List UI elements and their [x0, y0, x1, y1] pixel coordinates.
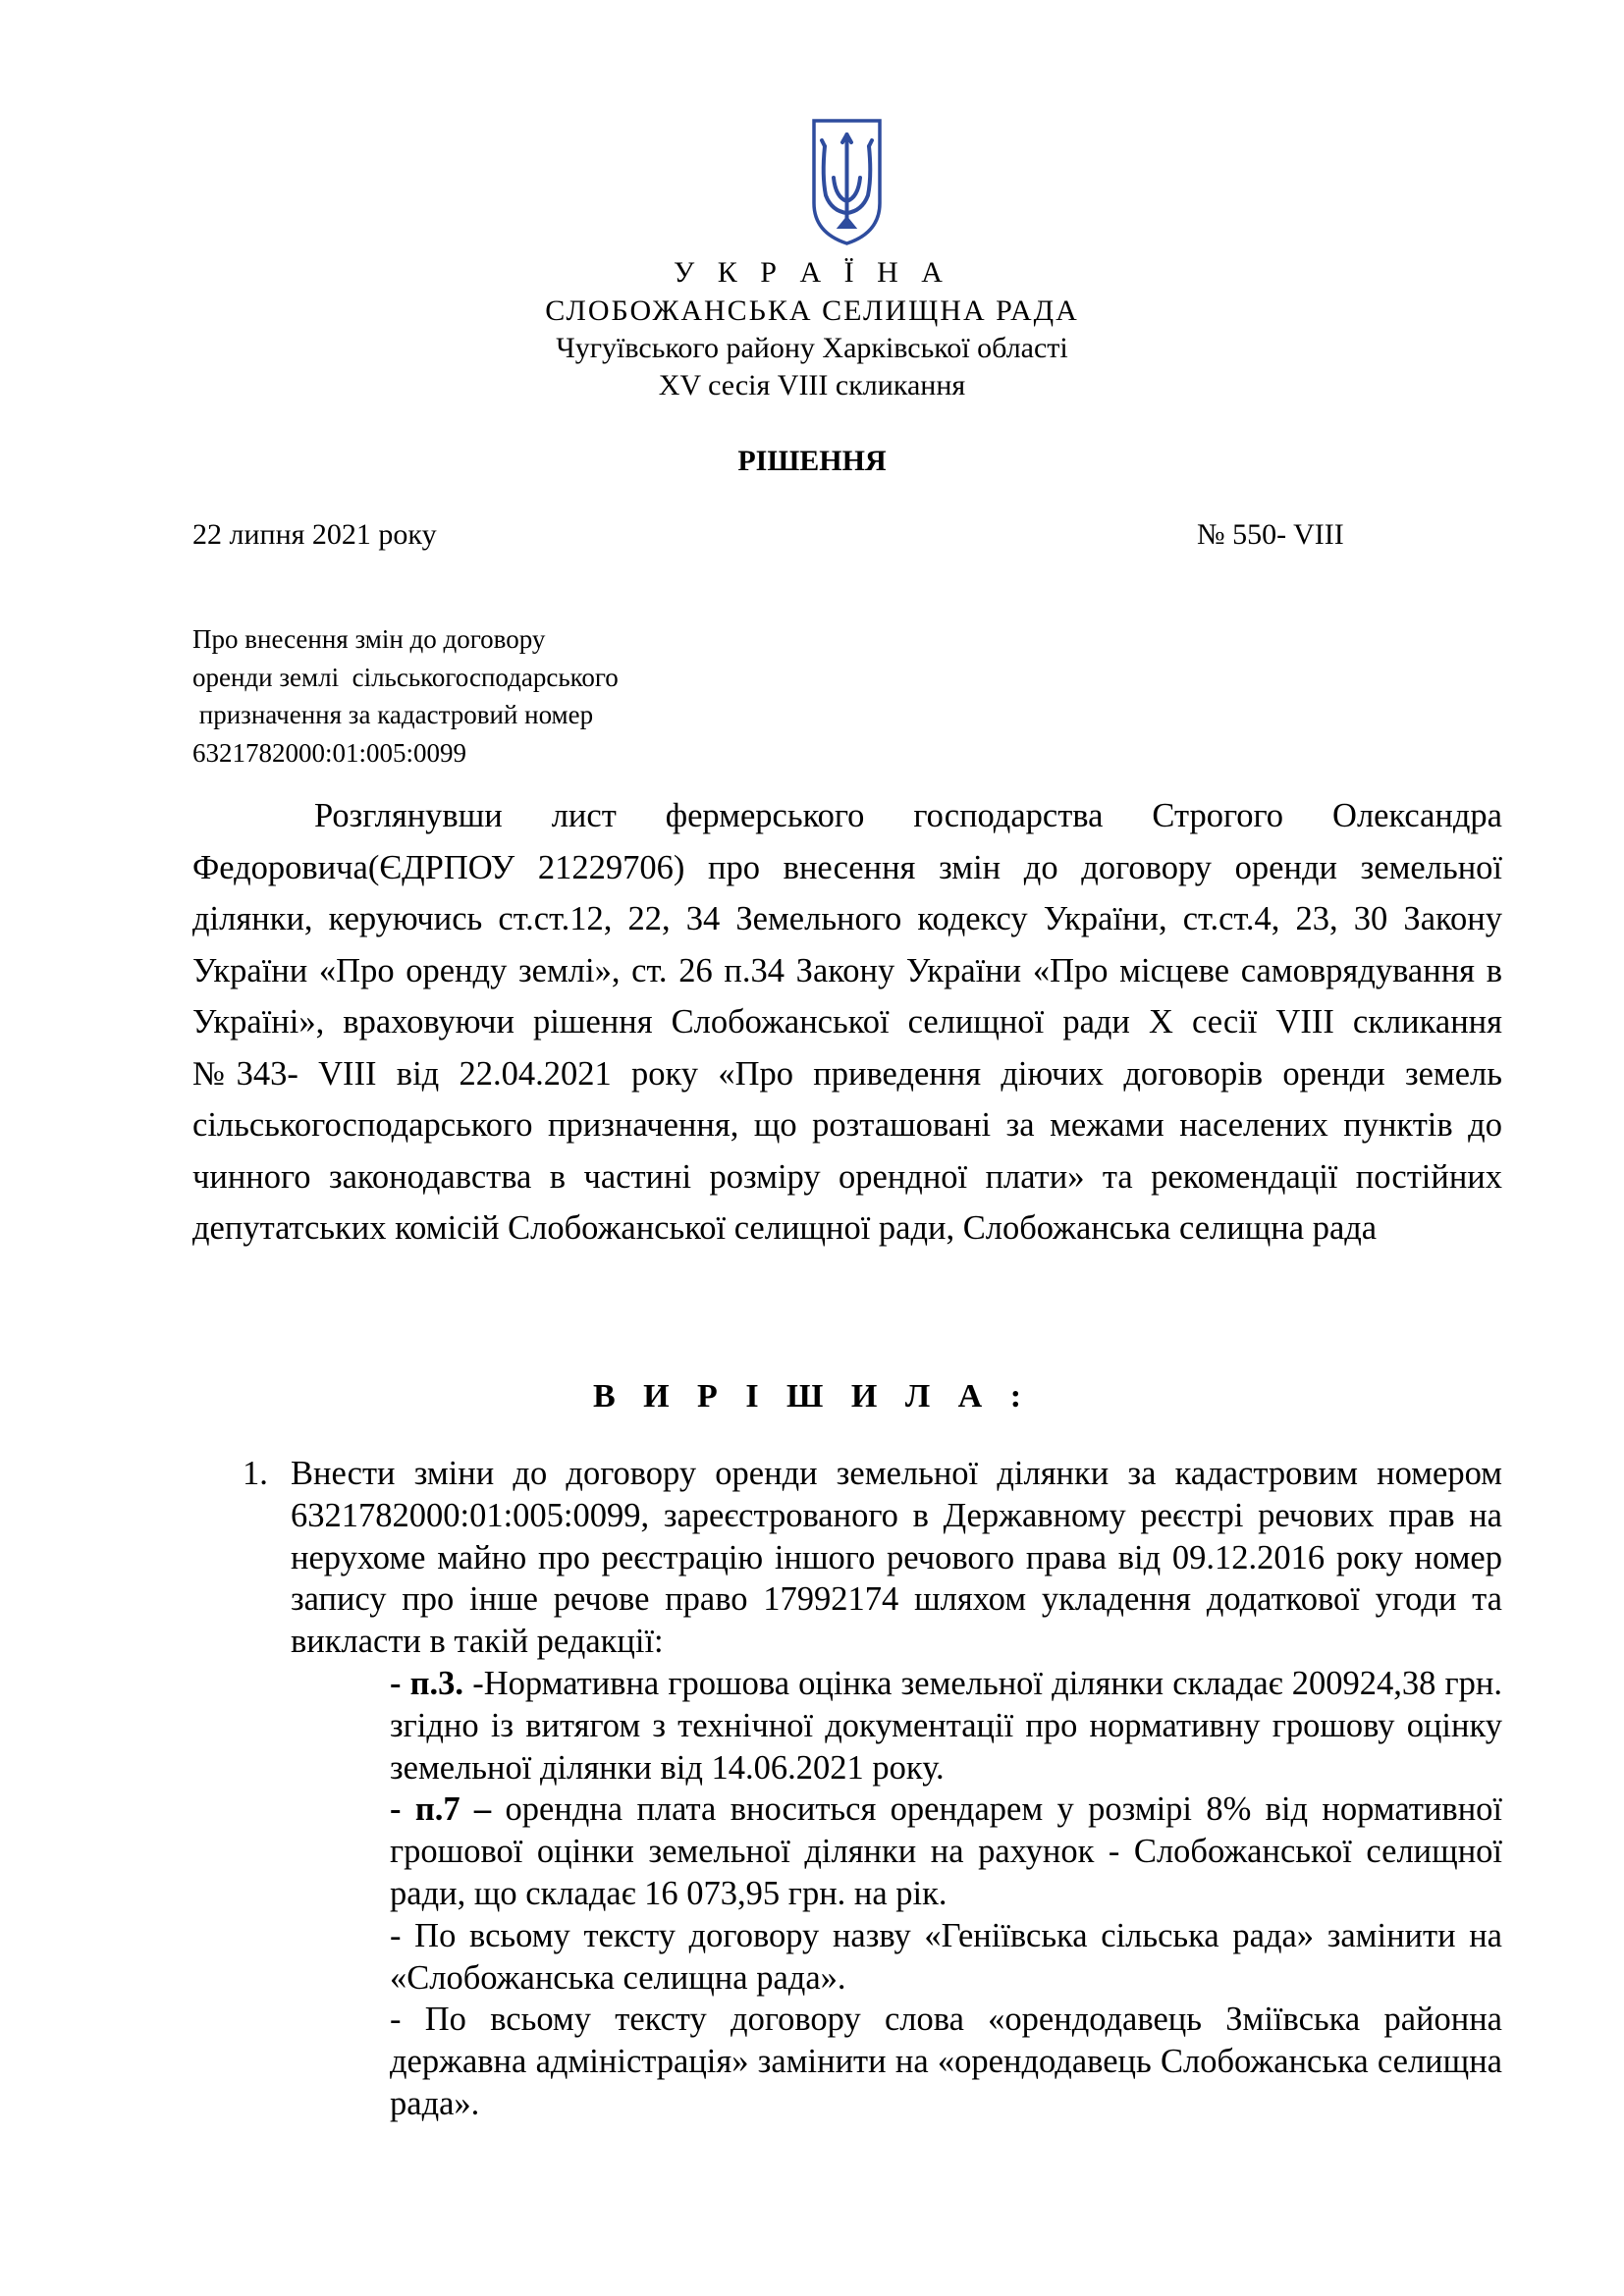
list-item-number: 1.: [243, 1455, 268, 1492]
clause-7: [390, 1789, 1502, 1914]
rename-clause-2: - По всьому тексту договору слова «орендодавець Зміївська районна державна адміністрація» замінити на «орендодавець Слобожанська селищна рада».: [390, 2001, 1502, 2122]
subject-line: призначення за кадастровий номер: [192, 700, 594, 729]
list-item: [243, 1453, 1502, 1663]
preamble-paragraph: Розглянувши лист фермерського господарства Строгого Олександра Федоровича(ЄДРПОУ 21229706) про внесення змін до договору оренди земельної ділянки, керуючись ст.ст.12, 22, 34 Земельного кодексу України, ст.ст.4, 23, 30 Закону України «Про оренду землі», ст. 26 п.34 Закону України «Про місцеве самоврядування в Україні», враховуючи рішення Слобожанської селищної ради X сесії VIII скликання №343- VIII від 22.04.2021 року «Про приведення діючих договорів оренди земель сільськогосподарського призначення, що розташовані за межами населених пунктів до чинного законодавства в частині розміру орендної плати» та рекомендації постійних депутатських комісій Слобожанської селищної ради, Слобожанська селищна рада: [192, 797, 1502, 1247]
clause-3-label: - п.3.: [390, 1664, 464, 1702]
clause-7-dot: .7: [434, 1790, 460, 1829]
header-session: XV сесія VIII скликання: [658, 369, 966, 401]
clause-3: [390, 1663, 1502, 1789]
decided-heading: В И Р І Ш И Л А :: [592, 1378, 1032, 1415]
decision-date: 22 липня 2021 року: [192, 518, 437, 551]
subject-line: Про внесення змін до договору: [192, 624, 546, 654]
decision-number: № 550- VIII: [1197, 518, 1344, 551]
subject-line: оренди землі сільськогосподарського: [192, 662, 619, 692]
header-country: У К Р А Ї Н А: [674, 256, 950, 289]
header-district: Чугуївського району Харківської області: [556, 332, 1068, 364]
clause-7-label: - п: [390, 1790, 435, 1829]
document-title: РІШЕННЯ: [737, 445, 887, 477]
subject-line: 6321782000:01:005:0099: [192, 737, 467, 768]
decision-subject: [192, 620, 619, 772]
header-council: СЛОБОЖАНСЬКА СЕЛИЩНА РАДА: [545, 294, 1079, 327]
decision-list: [243, 1453, 1502, 2125]
clause-7-dash: –: [460, 1790, 492, 1829]
clause-3-text: -Нормативна грошова оцінка земельної ділянки складає 200924,38 грн. згідно із витягом з технічної документації про нормативну грошову оцінку земельної ділянки від 14.06.2021 року.: [390, 1664, 1502, 1787]
trident-coat-of-arms-icon: [808, 117, 886, 247]
list-item-text: Внести зміни до договору оренди земельної ділянки за кадастровим номером 6321782000:01:005:0099, зареєстрованого в Державному реєстрі речових прав на нерухоме майно про реєстрацію іншого речового права від 09.12.2016 року номер запису про інше речове право 17992174 шляхом укладення додаткової угоди та викласти в такій редакції:: [291, 1455, 1502, 1661]
clause-7-text: орендна плата вноситься орендарем у розмірі 8% від нормативної грошової оцінки земельної ділянки на рахунок - Слобожанської селищної ради, що складає 16 073,95 грн. на рік.: [390, 1790, 1503, 1912]
rename-clause-1: - По всьому тексту договору назву «Геніївська сільська рада» замінити на «Слобожанська селищна рада».: [390, 1916, 1502, 1997]
